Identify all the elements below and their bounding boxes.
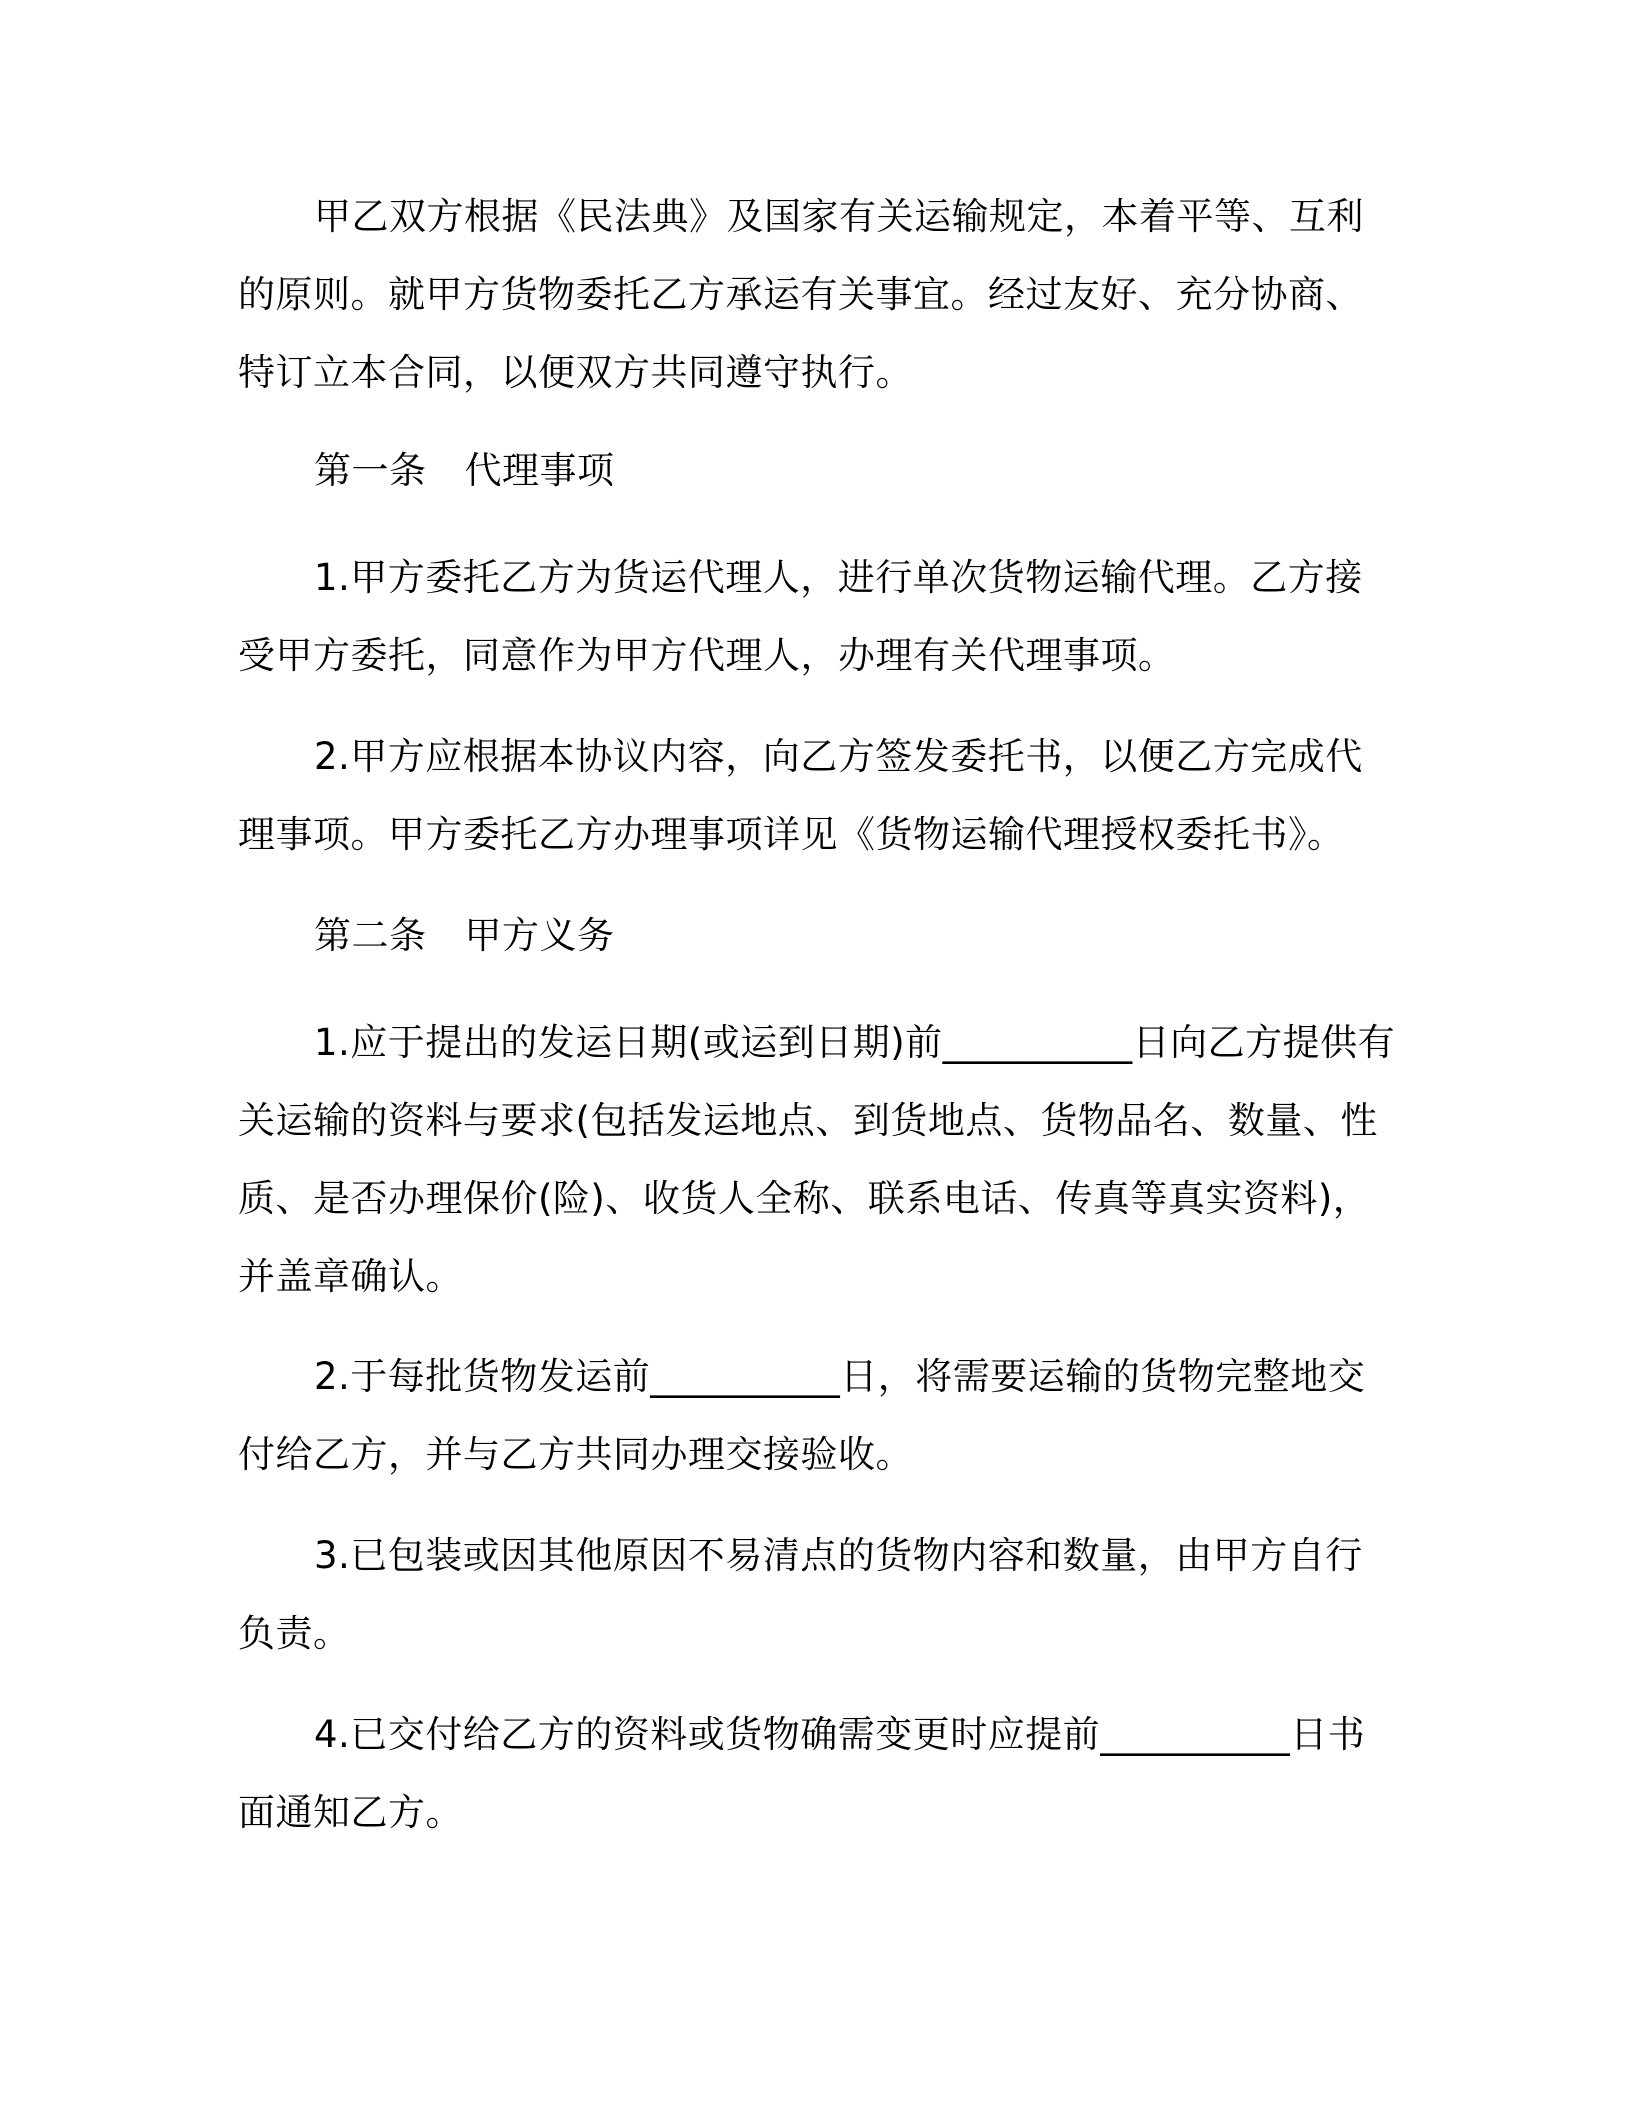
preamble-paragraph <box>238 178 1388 412</box>
article-1-item-2-line-2: 理事项。甲方委托乙方办理事项详见《货物运输代理授权委托书》。 <box>238 813 1345 856</box>
article-1-item-1-line-1: 1.甲方委托乙方为货运代理人，进行单次货物运输代理。乙方接 <box>314 556 1363 599</box>
article-2-item-1-line-4: 并盖章确认。 <box>238 1255 463 1298</box>
article-2-title: 甲方义务 <box>464 914 615 957</box>
preamble-line-3: 特订立本合同，以便双方共同遵守执行。 <box>238 351 913 394</box>
article-1-title: 代理事项 <box>464 449 615 492</box>
article-1-item-2-line-1: 2.甲方应根据本协议内容，向乙方签发委托书，以便乙方完成代 <box>314 735 1363 778</box>
article-2-number: 第二条 <box>314 914 427 957</box>
article-2-item-4-line-1: 4.已交付给乙方的资料或货物确需变更时应提前__________日书 <box>314 1713 1366 1756</box>
article-1-item-1 <box>238 539 1388 695</box>
article-2-heading <box>238 897 1388 975</box>
preamble-line-1: 甲乙双方根据《民法典》及国家有关运输规定，本着平等、互利 <box>314 195 1364 238</box>
article-1-item-1-line-2: 受甲方委托，同意作为甲方代理人，办理有关代理事项。 <box>238 634 1176 677</box>
article-1-heading <box>238 432 1388 510</box>
article-1-number: 第一条 <box>314 449 427 492</box>
article-2-item-4 <box>238 1696 1388 1852</box>
article-2-item-2-line-1: 2.于每批货物发运前__________日，将需要运输的货物完整地交 <box>314 1355 1366 1398</box>
preamble-line-2: 的原则。就甲方货物委托乙方承运有关事宜。经过友好、充分协商、 <box>238 273 1363 316</box>
article-2-item-3-line-2: 负责。 <box>238 1612 351 1655</box>
article-2-item-1-line-2: 关运输的资料与要求(包括发运地点、到货地点、货物品名、数量、性 <box>238 1099 1378 1142</box>
article-2-item-3-line-1: 3.已包装或因其他原因不易清点的货物内容和数量，由甲方自行 <box>314 1534 1363 1577</box>
article-2-item-1 <box>238 1004 1396 1316</box>
article-1-item-2 <box>238 718 1388 874</box>
article-2-item-1-line-3: 质、是否办理保价(险)、收货人全称、联系电话、传真等真实资料)， <box>238 1177 1371 1220</box>
article-2-item-3 <box>238 1517 1388 1673</box>
article-2-item-4-line-2: 面通知乙方。 <box>238 1791 463 1834</box>
article-2-item-1-line-1: 1.应于提出的发运日期(或运到日期)前__________日向乙方提供有 <box>314 1021 1396 1064</box>
article-2-item-2 <box>238 1338 1388 1494</box>
article-2-item-2-line-2: 付给乙方，并与乙方共同办理交接验收。 <box>238 1433 913 1476</box>
